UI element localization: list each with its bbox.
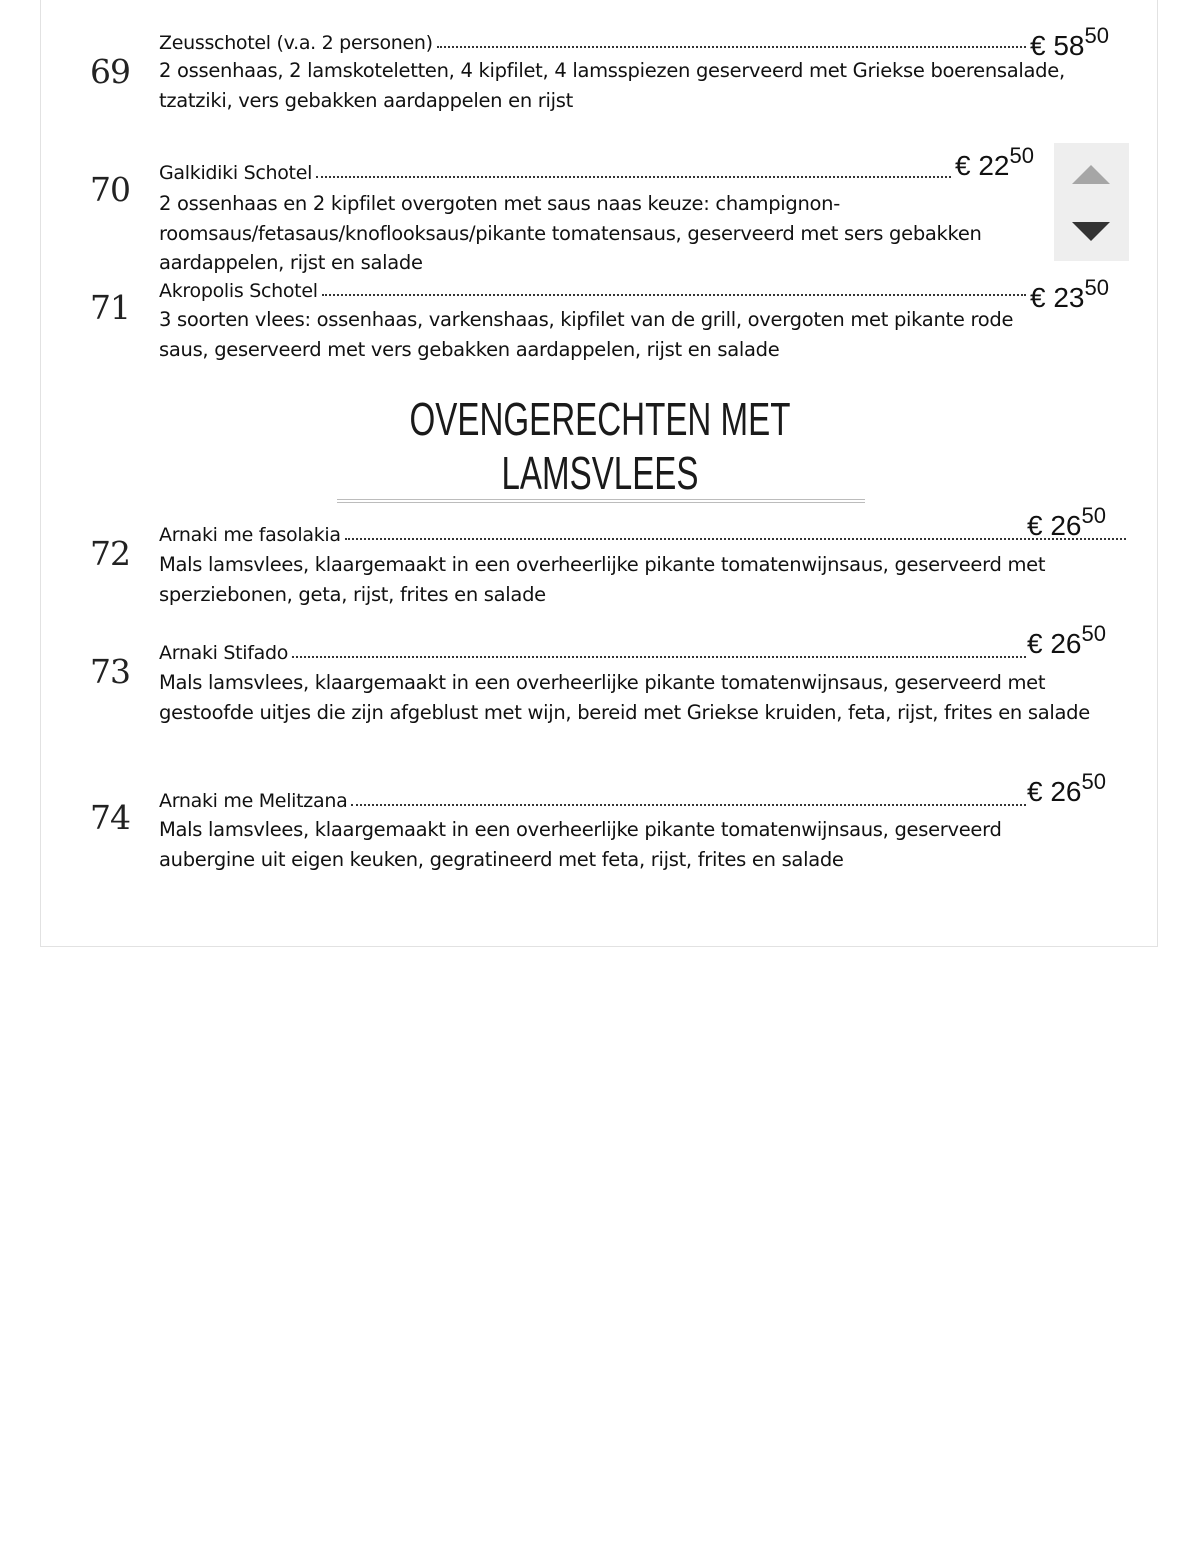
item-title-row [159, 158, 954, 184]
item-title: Zeusschotel (v.a. 2 personen) [159, 32, 433, 54]
item-title-row [159, 276, 1029, 302]
dot-leader [292, 656, 1026, 658]
section-heading-line2: LAMSVLEES [501, 447, 699, 499]
item-price [1027, 621, 1106, 660]
section-heading-line1: OVENGERECHTEN MET [409, 393, 791, 445]
item-description: 2 ossenhaas en 2 kipfilet overgoten met saus naas keuze: champignon-roomsaus/fetasaus/knoflooksaus/pikante tomatensaus, geserveerd met sers gebakken aardappelen, rijst en salade [159, 192, 982, 274]
section-heading [168, 392, 1032, 500]
price-cents: 50 [1081, 621, 1106, 646]
item-title-row [159, 638, 1029, 664]
item-description-clip [159, 189, 1049, 274]
item-description: Mals lamsvlees, klaargemaakt in een overheerlijke pikante tomatenwijnsaus, geserveerd met sperziebonen, geta, rijst, frites en salade [159, 553, 1046, 606]
price-euro: € 26 [1027, 776, 1082, 807]
item-number: 72 [90, 534, 130, 573]
triangle-down-icon[interactable] [1072, 222, 1110, 241]
item-number: 70 [90, 170, 130, 209]
item-title-row [159, 28, 1029, 54]
price-cents: 50 [1081, 503, 1106, 528]
price-euro: € 26 [1027, 510, 1082, 541]
item-title: Arnaki me fasolakia [159, 524, 341, 546]
price-euro: € 23 [1030, 282, 1085, 313]
item-price [1027, 769, 1106, 808]
dot-leader [345, 538, 1126, 540]
item-title: Akropolis Schotel [159, 280, 318, 302]
item-number: 74 [90, 798, 130, 837]
item-description: Mals lamsvlees, klaargemaakt in een overheerlijke pikante tomatenwijnsaus, geserveerd met gestoofde uitjes die zijn afgeblust met wijn, bereid met Griekse kruiden, feta, rijst, frites en salade [159, 671, 1090, 724]
price-cents: 50 [1081, 769, 1106, 794]
price-euro: € 22 [955, 150, 1010, 181]
triangle-up-icon[interactable] [1072, 165, 1110, 184]
item-price [955, 143, 1034, 182]
dot-leader [322, 294, 1026, 296]
item-description: Mals lamsvlees, klaargemaakt in een overheerlijke pikante tomatenwijnsaus, geserveerd aubergine uit eigen keuken, gegratineerd met feta, rijst, frites en salade [159, 818, 1002, 871]
item-description: 2 ossenhaas, 2 lamskoteletten, 4 kipfilet, 4 lamsspiezen geserveerd met Griekse boerensalade, tzatziki, vers gebakken aardappelen en rijst [159, 59, 1065, 112]
item-title: Galkidiki Schotel [159, 162, 313, 184]
item-number: 69 [90, 52, 130, 91]
dot-leader [316, 176, 951, 178]
item-title-row [159, 520, 1129, 546]
item-description: 3 soorten vlees: ossenhaas, varkenshaas, kipfilet van de grill, overgoten met pikante rode saus, geserveerd met vers gebakken aardappelen, rijst en salade [159, 308, 1014, 361]
section-divider [337, 499, 865, 503]
item-title: Arnaki Stifado [159, 642, 289, 664]
item-number: 73 [90, 652, 130, 691]
dot-leader [437, 46, 1026, 48]
dot-leader [351, 804, 1026, 806]
price-euro: € 26 [1027, 628, 1082, 659]
item-number: 71 [90, 288, 130, 327]
price-cents: 50 [1084, 275, 1109, 300]
item-price [1027, 503, 1106, 542]
item-price [1030, 275, 1109, 314]
price-cents: 50 [1084, 23, 1109, 48]
price-euro: € 58 [1030, 30, 1085, 61]
item-title: Arnaki me Melitzana [159, 790, 348, 812]
scroll-control [1054, 143, 1129, 261]
price-cents: 50 [1009, 143, 1034, 168]
item-title-row [159, 786, 1029, 812]
